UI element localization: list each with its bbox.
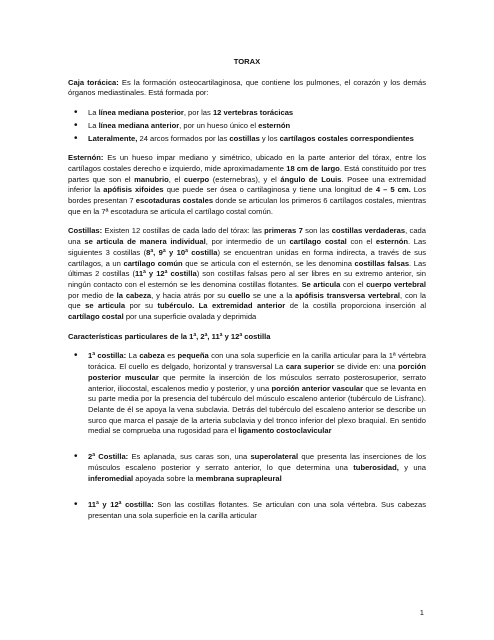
text: que se articula con el esternón, se les denomina bbox=[182, 258, 355, 268]
bold-text: se articula bbox=[85, 301, 126, 311]
text: que permite la inserción de los músculos serrato posterosuperior, serrato anterior, iliocostal, escalenos medio y posterior, y una bbox=[88, 372, 426, 393]
caja-toracica-paragraph bbox=[68, 78, 426, 99]
bold-text: escotaduras costales bbox=[135, 196, 214, 206]
esternon-paragraph bbox=[68, 153, 426, 217]
text: , por las bbox=[183, 108, 213, 118]
bold-text: tuberosidad, bbox=[353, 462, 399, 472]
text: Existen 12 costillas de cada lado del tórax: las bbox=[102, 226, 265, 236]
bold-text: porción posterior muscular bbox=[88, 362, 426, 382]
list-item bbox=[88, 134, 426, 145]
list-item bbox=[88, 108, 426, 119]
bold-text: línea mediana anterior bbox=[98, 120, 180, 130]
bold-text: cuello bbox=[228, 290, 251, 300]
page-title: TORAX bbox=[233, 57, 261, 66]
text: que se levanta en su parte media por la presencia del tubérculo del músculo escaleno anterior (tubérculo de Lisfranc). Delante de él se apoya la vena subclavia. Detrás del tubérculo del escaleno anterior se describe un surco que marca el pasaje de la arteria subclavia y del tronco inferior del plexo braquial. En sentido medial se comprueba una rugosidad para el bbox=[88, 383, 426, 436]
text: se une a la bbox=[250, 290, 296, 300]
bold-text: cartílago costal bbox=[68, 312, 124, 322]
bold-text: 11ª y 12ª costilla: bbox=[88, 500, 154, 510]
esternon-heading: Esternón: bbox=[68, 153, 104, 163]
text: (esternebras), y el bbox=[209, 174, 281, 184]
text: que puede ser ósea o cartilaginosa y tiene una longitud de bbox=[163, 185, 376, 195]
list-item bbox=[88, 351, 426, 437]
bold-text: se articula de manera individual bbox=[84, 237, 206, 247]
text: Son las costillas flotantes. Se articulan con una sola vértebra. Sus cabezas presentan una sola superficie en la carilla articular bbox=[88, 500, 426, 520]
bold-text: Se articula bbox=[301, 279, 341, 289]
text: ) son costillas falsas pero al ser libres en su extremo anterior, sin ningún contacto con el esternón se les denomina costillas flotantes. bbox=[68, 269, 426, 289]
text: , cada una bbox=[68, 226, 427, 247]
text: por una superficie ovalada y deprimida bbox=[123, 312, 257, 322]
text: La bbox=[88, 120, 99, 130]
text: por medio de bbox=[68, 290, 117, 300]
list-item bbox=[88, 121, 426, 132]
text: 24 arcos formados por las bbox=[137, 133, 230, 143]
bold-text: 4 – 5 cm. bbox=[375, 185, 411, 195]
text: . Las siguientes 3 costillas ( bbox=[68, 237, 427, 257]
text: , el bbox=[168, 174, 184, 184]
text: . Está constituido por tres partes que son el bbox=[68, 163, 426, 184]
bold-text: inferomedial bbox=[88, 473, 134, 483]
text: La bbox=[126, 351, 140, 361]
bold-text: ángulo de Louis bbox=[280, 174, 342, 184]
text: por su bbox=[125, 301, 158, 311]
caja-heading: Caja torácica: bbox=[68, 77, 119, 87]
page-number: 1 bbox=[419, 608, 424, 617]
costillas-heading: Costillas: bbox=[68, 226, 103, 236]
text: La bbox=[88, 108, 99, 118]
text: . Las últimas 2 costillas ( bbox=[68, 258, 426, 279]
bold-text: apófisis transversa vertebral bbox=[295, 290, 401, 300]
text: , por intermedio de un bbox=[205, 237, 290, 247]
bold-text: cuerpo bbox=[183, 174, 210, 184]
bold-text: Lateralmente, bbox=[88, 133, 138, 143]
list-item bbox=[88, 500, 426, 521]
bold-text: pequeña bbox=[177, 351, 209, 361]
text: de la costilla proporciona inserción al bbox=[285, 301, 427, 311]
bold-text: tubérculo. La extremidad anterior bbox=[157, 301, 286, 311]
text: Es un hueso impar mediano y simétrico, ubicado en la parte anterior del tórax, entre los cartílagos costales derecho e izquierdo, mide aproximadamente bbox=[68, 153, 426, 173]
text: , y hacia atrás por su bbox=[151, 290, 229, 300]
text: con el bbox=[340, 279, 367, 289]
bold-text: línea mediana posterior bbox=[98, 108, 184, 118]
bold-text: cartílago común bbox=[123, 258, 183, 268]
text: que presenta las inserciones de los músculos escaleno posterior y serrato anterior, lo que determina una bbox=[88, 452, 426, 472]
bold-text: ligamento costoclavicular bbox=[238, 426, 332, 436]
bold-text: costillas falsas bbox=[354, 258, 410, 268]
bold-text: 1ª costilla: bbox=[88, 351, 127, 361]
bold-text: porción anterior vascular bbox=[271, 383, 364, 393]
text: con el bbox=[346, 237, 376, 247]
text: es bbox=[164, 351, 178, 361]
text: son las bbox=[302, 226, 332, 236]
bold-text: manubrio bbox=[134, 174, 169, 184]
text: donde se articulan los primeros 6 cartílagos costales, mientras que en la 7ª escotadura se articula el cartílago costal común. bbox=[68, 196, 426, 216]
bold-text: superolateral bbox=[250, 452, 299, 462]
bold-text: 8ª, 9ª y 10ª costilla bbox=[146, 247, 218, 257]
bold-text: esternón bbox=[258, 120, 291, 130]
bold-text: 11ª y 12ª costilla bbox=[135, 269, 197, 279]
text: apoyada sobre la bbox=[133, 473, 196, 483]
bold-text: la cabeza bbox=[116, 290, 152, 300]
text: Es aplanada, sus caras son, una bbox=[128, 452, 251, 462]
text: . Posee una extremidad inferior la bbox=[68, 174, 426, 195]
bold-text: cuerpo vertebral bbox=[366, 279, 427, 289]
costillas-paragraph bbox=[68, 226, 426, 322]
bold-text: primeras 7 bbox=[264, 226, 303, 236]
bold-text: 18 cm de largo bbox=[286, 163, 340, 173]
list-item bbox=[88, 452, 426, 484]
bold-text: cartílagos costales correspondientes bbox=[279, 133, 414, 143]
bold-text: 2ª Costilla: bbox=[88, 452, 129, 462]
bold-text: cara superior bbox=[285, 362, 335, 372]
bold-text: cartílago costal bbox=[289, 237, 347, 247]
text: , por un hueso único el bbox=[179, 120, 259, 130]
text: se divide en: una bbox=[334, 362, 399, 372]
bold-text: cabeza bbox=[139, 351, 165, 361]
bold-text: costillas verdaderas bbox=[331, 226, 406, 236]
text: Los bordes presentan 7 bbox=[68, 185, 426, 206]
caja-text: Es la formación osteocartilaginosa, que contiene los pulmones, el corazón y los demás órganos mediastinales. Está formada por: bbox=[68, 77, 426, 98]
text: y una bbox=[398, 462, 427, 472]
bold-text: costillas bbox=[229, 133, 260, 143]
bold-text: Características particulares de la 1ª, 2ª, 11ª y 12ª costilla bbox=[68, 331, 271, 341]
costillas-particulares-list bbox=[68, 351, 426, 521]
bold-text: apófisis xifoides bbox=[103, 185, 164, 195]
caracteristicas-heading bbox=[68, 332, 426, 343]
bold-text: esternón bbox=[375, 237, 408, 247]
text: , con la que bbox=[68, 290, 426, 311]
text: y los bbox=[259, 133, 280, 143]
structure-list bbox=[68, 108, 426, 144]
text: con una sola superficie en la carilla articular para la 1ª vértebra torácica. El cuello es delgado, horizontal y transversal La bbox=[88, 351, 426, 372]
text: ) se encuentran unidas en forma indirecta, a través de sus cartílagos, a un bbox=[68, 247, 426, 268]
bold-text: 12 vertebras torácicas bbox=[212, 108, 294, 118]
bold-text: membrana suprapleural bbox=[195, 473, 282, 483]
